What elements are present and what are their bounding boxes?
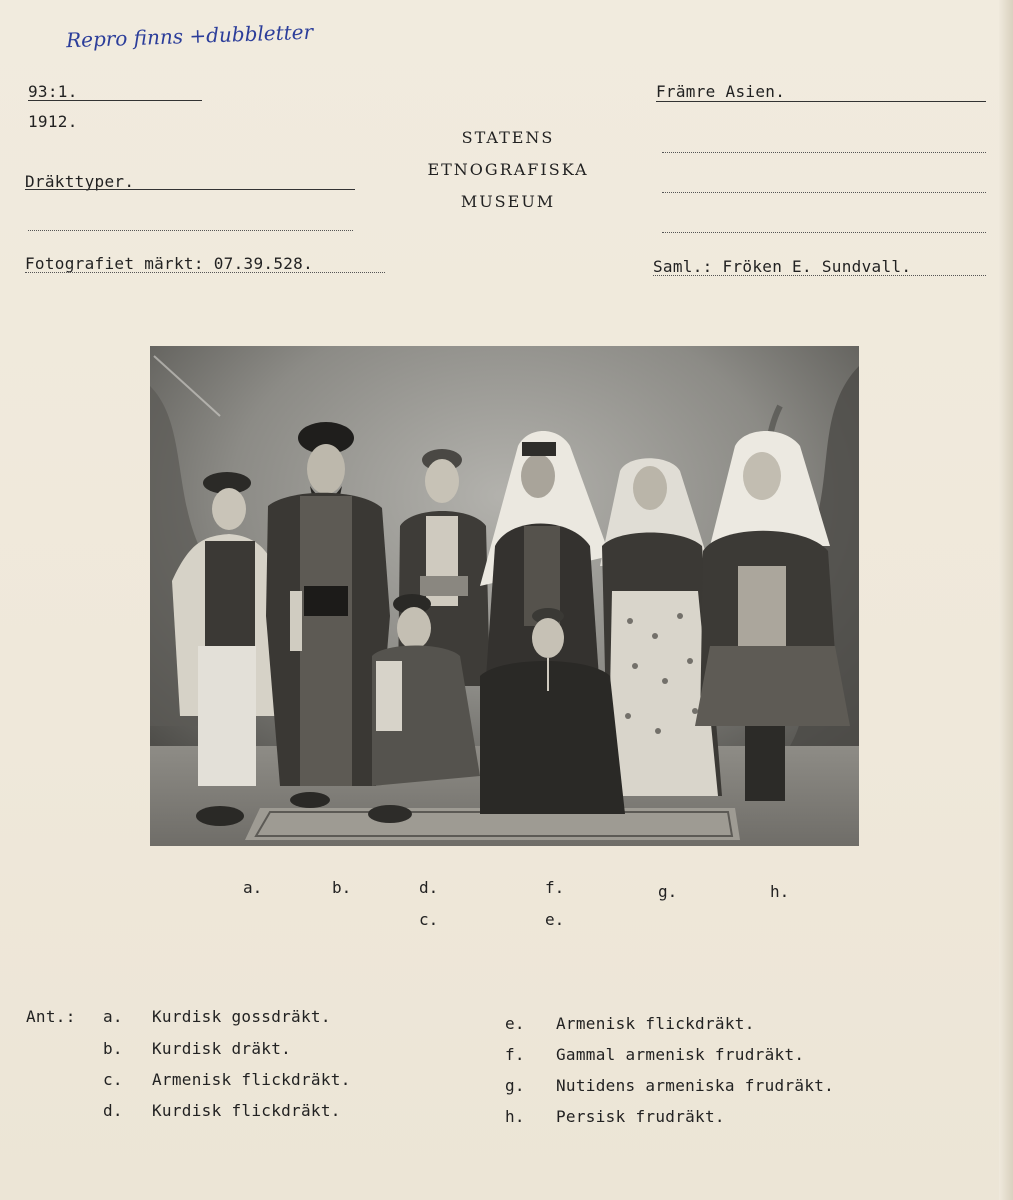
handwritten-note: Repro finns +dubbletter xyxy=(65,19,314,53)
photo-mark-line xyxy=(25,272,385,273)
notes-prefix: Ant.: xyxy=(26,1007,76,1026)
photo-letter-f: f. xyxy=(545,878,565,897)
card-edge-shadow xyxy=(999,0,1013,1200)
museum-line-3: MUSEUM xyxy=(460,192,556,211)
category-underline xyxy=(25,189,355,190)
photo-letter-e: e. xyxy=(545,910,565,929)
note-left-key-3: c. xyxy=(103,1070,123,1089)
photo-letter-h: h. xyxy=(770,882,790,901)
note-right-key-4: h. xyxy=(505,1107,525,1126)
museum-heading xyxy=(400,122,616,218)
photo-letter-d: d. xyxy=(419,878,439,897)
collection-line xyxy=(653,275,986,276)
catalog-number: 93:1. xyxy=(28,82,78,101)
catalog-category: Dräkttyper. xyxy=(25,172,135,191)
museum-line-2: ETNOGRAFISKA xyxy=(427,160,589,179)
note-right-key-1: e. xyxy=(505,1014,525,1033)
blank-dotted-line-4 xyxy=(662,232,986,233)
region-underline xyxy=(656,101,986,102)
note-right-text-2: Gammal armenisk frudräkt. xyxy=(556,1045,805,1064)
photo-letter-b: b. xyxy=(332,878,352,897)
photo-letter-c: c. xyxy=(419,910,439,929)
note-left-text-4: Kurdisk flickdräkt. xyxy=(152,1101,341,1120)
note-left-text-1: Kurdisk gossdräkt. xyxy=(152,1007,331,1026)
note-right-text-3: Nutidens armeniska frudräkt. xyxy=(556,1076,835,1095)
photo-letter-a: a. xyxy=(243,878,263,897)
note-left-text-3: Armenisk flickdräkt. xyxy=(152,1070,351,1089)
note-right-key-2: f. xyxy=(505,1045,525,1064)
note-left-text-2: Kurdisk dräkt. xyxy=(152,1039,292,1058)
blank-dotted-line xyxy=(28,230,353,231)
photograph-illustration xyxy=(150,346,859,846)
note-left-key-4: d. xyxy=(103,1101,123,1120)
blank-dotted-line-2 xyxy=(662,152,986,153)
catalog-year: 1912. xyxy=(28,112,78,131)
number-underline xyxy=(28,100,202,101)
photo-letter-g: g. xyxy=(658,882,678,901)
collection-label: Saml.: Fröken E. Sundvall. xyxy=(653,257,912,276)
note-left-key-2: b. xyxy=(103,1039,123,1058)
group-photograph xyxy=(150,346,859,846)
museum-line-1: STATENS xyxy=(461,128,555,147)
note-left-key-1: a. xyxy=(103,1007,123,1026)
region-label: Främre Asien. xyxy=(656,82,786,101)
note-right-key-3: g. xyxy=(505,1076,525,1095)
blank-dotted-line-3 xyxy=(662,192,986,193)
note-right-text-4: Persisk frudräkt. xyxy=(556,1107,725,1126)
note-right-text-1: Armenisk flickdräkt. xyxy=(556,1014,755,1033)
photo-mark: Fotografiet märkt: 07.39.528. xyxy=(25,254,314,273)
